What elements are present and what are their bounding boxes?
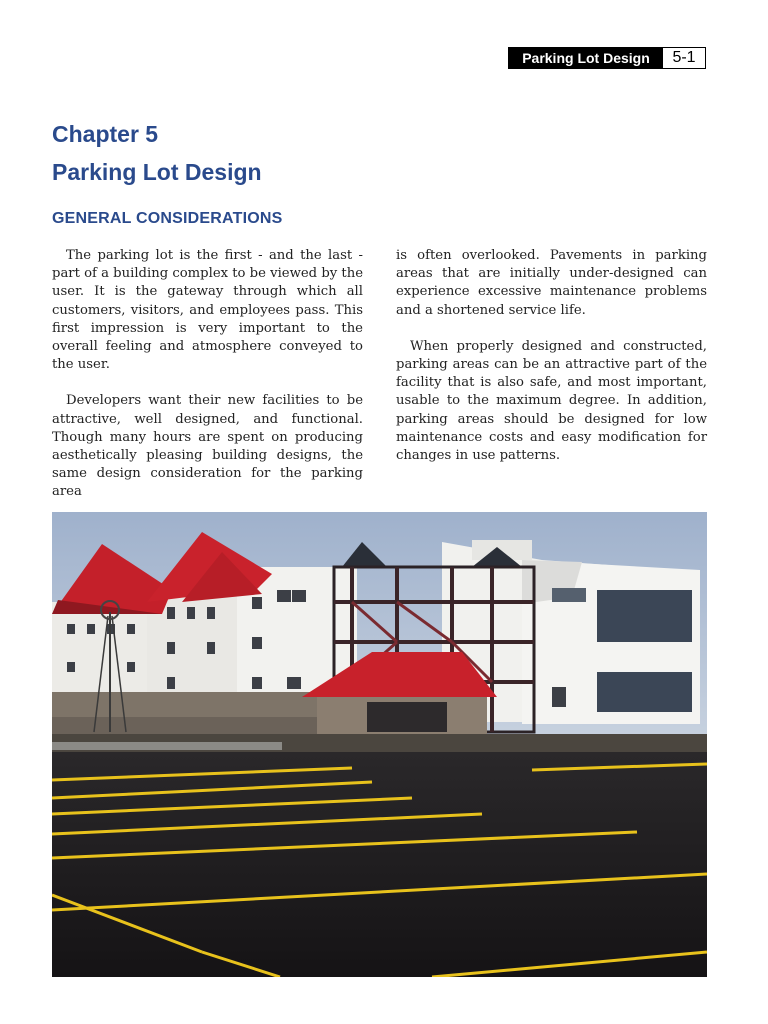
- paragraph: Developers want their new facilities to be attractive, well designed, and functional. Though many hours are spent on producing aesthetically pleasing building designs, the same design consideration for the parking area: [52, 393, 363, 500]
- chapter-number: Chapter 5: [52, 121, 159, 147]
- paragraph: When properly designed and constructed, parking areas can be an attractive part of the facility that is also safe, and most important, usable to the maximum degree. In addition, parking areas should be designed for low maintenance costs and easy modification for changes in use patterns.: [396, 338, 707, 464]
- running-header: [508, 47, 706, 69]
- body-column-left: [52, 247, 363, 520]
- paragraph: The parking lot is the first - and the last - part of a building complex to be viewed by the user. It is the gateway through which all customers, visitors, and employees pass. This first impression is very important to the overall feeling and atmosphere conveyed to the user.: [52, 248, 363, 373]
- parking-asphalt: [52, 752, 707, 977]
- section-heading: GENERAL CONSIDERATIONS: [52, 210, 283, 227]
- paragraph: is often overlooked. Pavements in parking areas that are initially under-designed can experience excessive maintenance problems and a shortened service life.: [396, 248, 707, 318]
- chapter-title: Parking Lot Design: [52, 159, 262, 185]
- running-header-label: Parking Lot Design: [509, 48, 663, 68]
- page-number: 5-1: [672, 49, 696, 66]
- parking-lot-photo: [52, 512, 707, 977]
- body-column-right: [396, 247, 707, 483]
